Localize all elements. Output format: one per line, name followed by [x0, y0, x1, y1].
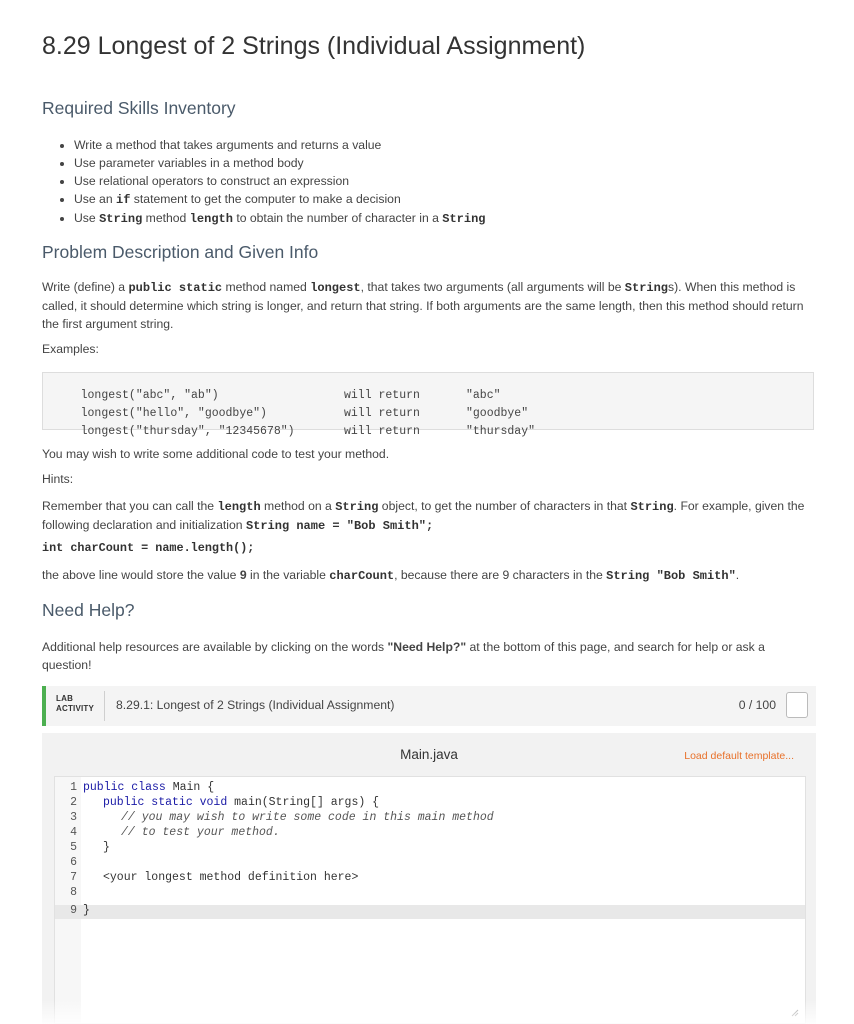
test-note: You may wish to write some additional code to test your method.	[42, 447, 390, 461]
line-number: 1	[70, 781, 77, 794]
resize-handle-icon[interactable]	[791, 1009, 799, 1017]
hint-text: Remember that you can call the length method on a String object, to get the number of characters in that String. For example, given the following declaration and initialization String name = "Bob Smith";	[42, 499, 805, 533]
store-explanation: the above line would store the value 9 in the variable charCount, because there are 9 characters in the String "Bob Smith".	[42, 568, 740, 583]
score-badge-icon	[786, 692, 808, 718]
examples-box	[42, 372, 814, 438]
skills-heading: Required Skills Inventory	[42, 98, 236, 118]
code-line: }	[83, 904, 90, 917]
line-number: 7	[70, 871, 77, 884]
code-line: // you may wish to write some code in this main method	[121, 811, 494, 824]
code-line: public class Main {	[83, 781, 215, 794]
code-editor[interactable]	[54, 776, 806, 1024]
help-text: Additional help resources are available by clicking on the words "Need Help?" at the bottom of this page, and search for help or ask a question!	[42, 640, 765, 672]
line-number: 4	[70, 826, 77, 839]
example-row: longest("abc", "ab") will return "abc"	[80, 389, 501, 402]
code-line: }	[103, 841, 110, 854]
line-number: 6	[70, 856, 77, 869]
list-item: • Write a method that takes arguments and returns a value	[74, 136, 486, 154]
line-number: 8	[70, 886, 77, 899]
need-help-heading: Need Help?	[42, 600, 135, 620]
load-default-template-link[interactable]: Load default template...	[684, 750, 794, 762]
divider	[104, 691, 105, 721]
code-example: int charCount = name.length();	[42, 541, 255, 555]
lab-score: 0 / 100	[738, 698, 776, 712]
lab-activity-tag: LAB ACTIVITY	[56, 694, 95, 713]
active-line-highlight	[55, 905, 805, 919]
list-item: • Use parameter variables in a method body	[74, 154, 486, 172]
editor-filename: Main.java	[400, 747, 458, 762]
examples-label: Examples:	[42, 342, 99, 356]
code-editor-panel	[42, 733, 816, 1024]
example-row: longest("hello", "goodbye") will return "goodbye"	[80, 407, 529, 420]
code-line: // to test your method.	[121, 826, 280, 839]
problem-description: Write (define) a public static method named longest, that takes two arguments (all arguments will be Strings). When this method is called, it should determine which string is longer, and return that string. If both arguments are the same length, then this method should return the first argument string.	[42, 280, 804, 331]
lab-activity-bar	[42, 686, 816, 726]
list-item: • Use an if statement to get the computer to make a decision	[74, 190, 486, 209]
problem-heading: Problem Description and Given Info	[42, 242, 319, 262]
line-number: 2	[70, 796, 77, 809]
line-number: 3	[70, 811, 77, 824]
lab-title: 8.29.1: Longest of 2 Strings (Individual Assignment)	[116, 698, 395, 712]
page-title: 8.29 Longest of 2 Strings (Individual Assignment)	[42, 32, 586, 60]
line-number: 9	[70, 904, 77, 917]
skills-list	[56, 136, 486, 228]
code-line: public static void main(String[] args) {	[103, 796, 380, 809]
example-row: longest("thursday", "12345678") will return "thursday"	[80, 425, 536, 438]
code-line: <your longest method definition here>	[103, 871, 359, 884]
line-number: 5	[70, 841, 77, 854]
hints-label: Hints:	[42, 472, 74, 486]
list-item: • Use String method length to obtain the number of character in a String	[74, 209, 486, 228]
list-item: • Use relational operators to construct an expression	[74, 172, 486, 190]
